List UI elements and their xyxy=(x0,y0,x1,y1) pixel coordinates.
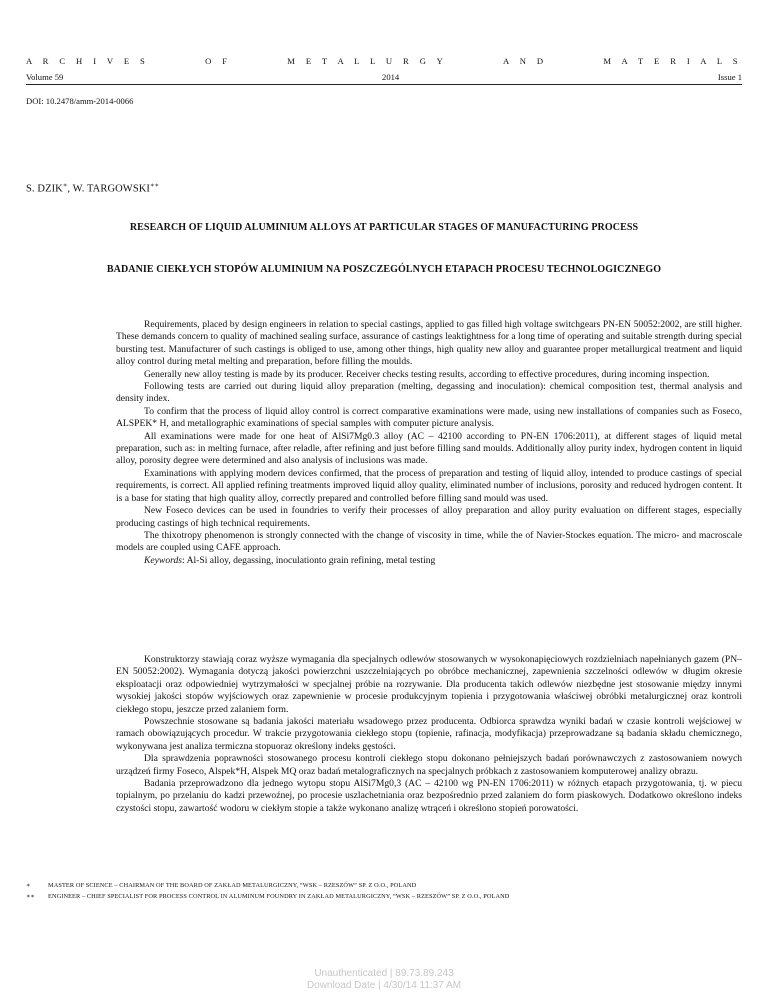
watermark-line-1: Unauthenticated | 89.73.89.243 xyxy=(314,968,454,979)
abstract-paragraph: All examinations were made for one heat of AlSi7Mg0.3 alloy (AC – 42100 according to PN-EN 1706:2011), at different stages of liquid metal preparation, such as: in melting furnace, after reladle, after refining and just before filling sand moulds. Additionally alloy purity index, hydrogen content in liquid alloy, porosity degree were determined and also analysis of inclusions was made. xyxy=(116,430,742,467)
abstract-paragraph: The thixotropy phenomenon is strongly connected with the change of viscosity in time, while the of Navier-Stockes equation. The micro- and macroscale models are coupled using CAFE approach. xyxy=(116,529,742,554)
abstract-paragraph: Examinations with applying modern devices confirmed, that the process of preparation and testing of liquid alloy, intended to produce castings of special requirements, is correct. All applied refining treatments improved liquid alloy quality, eliminated number of inclusions, porosity and reduced hydrogen content. It is a base for stating that high quality alloy, correctly prepared and controlled before filling sand mould was used. xyxy=(116,467,742,504)
footnote-text: MASTER OF SCIENCE – CHAIRMAN OF THE BOARD OF ZAKŁAD METALURGICZNY, “WSK – RZESZÓW” SP. Z O.O., POLAND xyxy=(48,882,417,889)
footnote-1 xyxy=(26,880,742,891)
author-1-mark: ∗ xyxy=(62,182,68,189)
keywords-text: : Al-Si alloy, degassing, inoculationto grain refining, metal testing xyxy=(182,554,436,566)
footnote-2 xyxy=(26,891,742,902)
footnote-text: ENGINEER – CHIEF SPECIALIST FOR PROCESS CONTROL IN ALUMINUM FOUNDRY IN ZAKŁAD METALURGICZNY, “WSK – RZESZÓW” SP. Z O.O., POLAND xyxy=(48,893,510,900)
author-1: S. DZIK xyxy=(26,183,63,195)
polish-abstract-paragraph: Konstruktorzy stawiają coraz wyższe wymagania dla specjalnych odlewów stosowanych w wysokonapięciowych rozdzielniach napełnianych gazem (PN–EN 50052:2002). Wymagania dotyczą jakości powierzchni uszczelniających po obróbce mechanicznej, zapewnienia szczelności odlewów w długim okresie eksploatacji oraz odpowiedniej wytrzymałości w specjalnej próbie na rozrywanie. Dla producenta takich odlewów niezbędne jest stosowanie między innymi wysokiej jakości stopów wyjściowych oraz zapewnienie w procesie produkcyjnym topienia i przygotowania właściwej obróbki metalurgicznej oraz kontroli ciekłego stopu, jeszcze przed zalaniem form. xyxy=(116,654,742,715)
journal-name xyxy=(26,56,742,66)
issue-meta xyxy=(26,72,742,82)
journal-word: O F xyxy=(205,56,232,66)
footnote-mark: ∗ xyxy=(26,882,31,889)
issue: Issue 1 xyxy=(717,72,742,82)
journal-word: A R C H I V E S xyxy=(26,56,150,66)
volume: Volume 59 xyxy=(26,72,64,82)
journal-word: M E T A L L U R G Y xyxy=(287,56,448,66)
footnotes xyxy=(26,880,742,902)
keywords xyxy=(116,555,742,567)
author-2: W. TARGOWSKI xyxy=(72,183,151,195)
doi: DOI: 10.2478/amm-2014-0066 xyxy=(26,96,134,106)
abstract-paragraph: To confirm that the process of liquid alloy control is correct comparative examinations were made, using new installations of companies such as Foseco, ALSPEK* H, and metallographic examinations of special samples with computer picture analysis. xyxy=(116,405,742,430)
journal-word: M A T E R I A L S xyxy=(603,56,742,66)
download-watermark xyxy=(0,968,768,992)
keywords-label: Keywords xyxy=(144,554,183,566)
abstract-paragraph: Generally new alloy testing is made by its producer. Receiver checks testing results, according to effective procedures, during incoming inspection. xyxy=(144,368,710,380)
abstract-paragraph: New Foseco devices can be used in foundries to verify their processes of alloy preparation and alloy purity evaluation on different stages, especially producing castings of high technical requirements. xyxy=(116,505,742,529)
watermark-line-2: Download Date | 4/30/14 11:37 AM xyxy=(306,980,462,991)
author-separator: , xyxy=(67,183,73,195)
polish-abstract-paragraph: Dla sprawdzenia poprawności stosowanego procesu kontroli ciekłego stopu dokonano pełniejszych badań porównawczych z zastosowaniem nowych urządzeń firmy Foseco, Alspek*H, Alspek MQ oraz badań metalograficznych na specjalnych próbkach z zastosowaniem komputerowej analizy obrazu. xyxy=(116,753,742,777)
paper-title-english: RESEARCH OF LIQUID ALUMINIUM ALLOYS AT PARTICULAR STAGES OF MANUFACTURING PROCESS xyxy=(129,222,639,233)
paper-title-polish: BADANIE CIEKŁYCH STOPÓW ALUMINIUM NA POSZCZEGÓLNYCH ETAPACH PROCESU TECHNOLOGICZNEGO xyxy=(106,264,662,275)
polish-abstract-paragraph: Powszechnie stosowane są badania jakości materiału wsadowego przez producenta. Odbiorca sprawdza wyniki badań w czasie kontroli wejściowej w ramach obowiązujących procedur. W trakcie przygotowania ciekłego stopu (topienie, rafinacja, modyfikacja) przeprowadzane są badania składu chemicznego, wykonywana jest analiza termiczna stopuoraz określony indeks gęstości. xyxy=(116,716,742,752)
author-2-mark: ∗∗ xyxy=(150,182,160,189)
journal-word: A N D xyxy=(503,56,548,66)
polish-abstract xyxy=(116,654,742,815)
polish-abstract-paragraph: Badania przeprowadzono dla jednego wytopu stopu AlSi7Mg0,3 (AC – 42100 wg PN-EN 1706:2011) w różnych etapach przygotowania, tj. w piecu topialnym, po przelaniu do kadzi przewoźnej, po procesie uszlachetniania oraz bezpośrednio przed zalaniem do form piaskowych. Dodatkowo określono indeks czystości stopu, zawartość wodoru w ciekłym stopie a także wykonano analizę wtrąceń i określono stopień porowatości. xyxy=(116,778,742,814)
abstract xyxy=(116,319,742,567)
abstract-paragraph: Following tests are carried out during liquid alloy preparation (melting, degassing and inoculation): chemical composition test, thermal analysis and density index. xyxy=(116,381,742,405)
authors xyxy=(26,181,159,195)
header-divider xyxy=(26,84,742,85)
footnote-mark: ∗∗ xyxy=(26,893,35,900)
abstract-paragraph: Requirements, placed by design engineers in relation to special castings, applied to gas filled high voltage switchgears PN-EN 50052:2002, are still higher. These demands concern to quality of machined sealing surface, assurance of castings leaktightness for a long time of operating and suitable strength during special bursting test. Manufacturer of such castings is obliged to use, among other things, high quality new alloy and guarantee proper metallurgical treatment and liquid alloy control during metal melting and preparation, before filling the moulds. xyxy=(116,319,742,368)
year: 2014 xyxy=(382,72,400,82)
